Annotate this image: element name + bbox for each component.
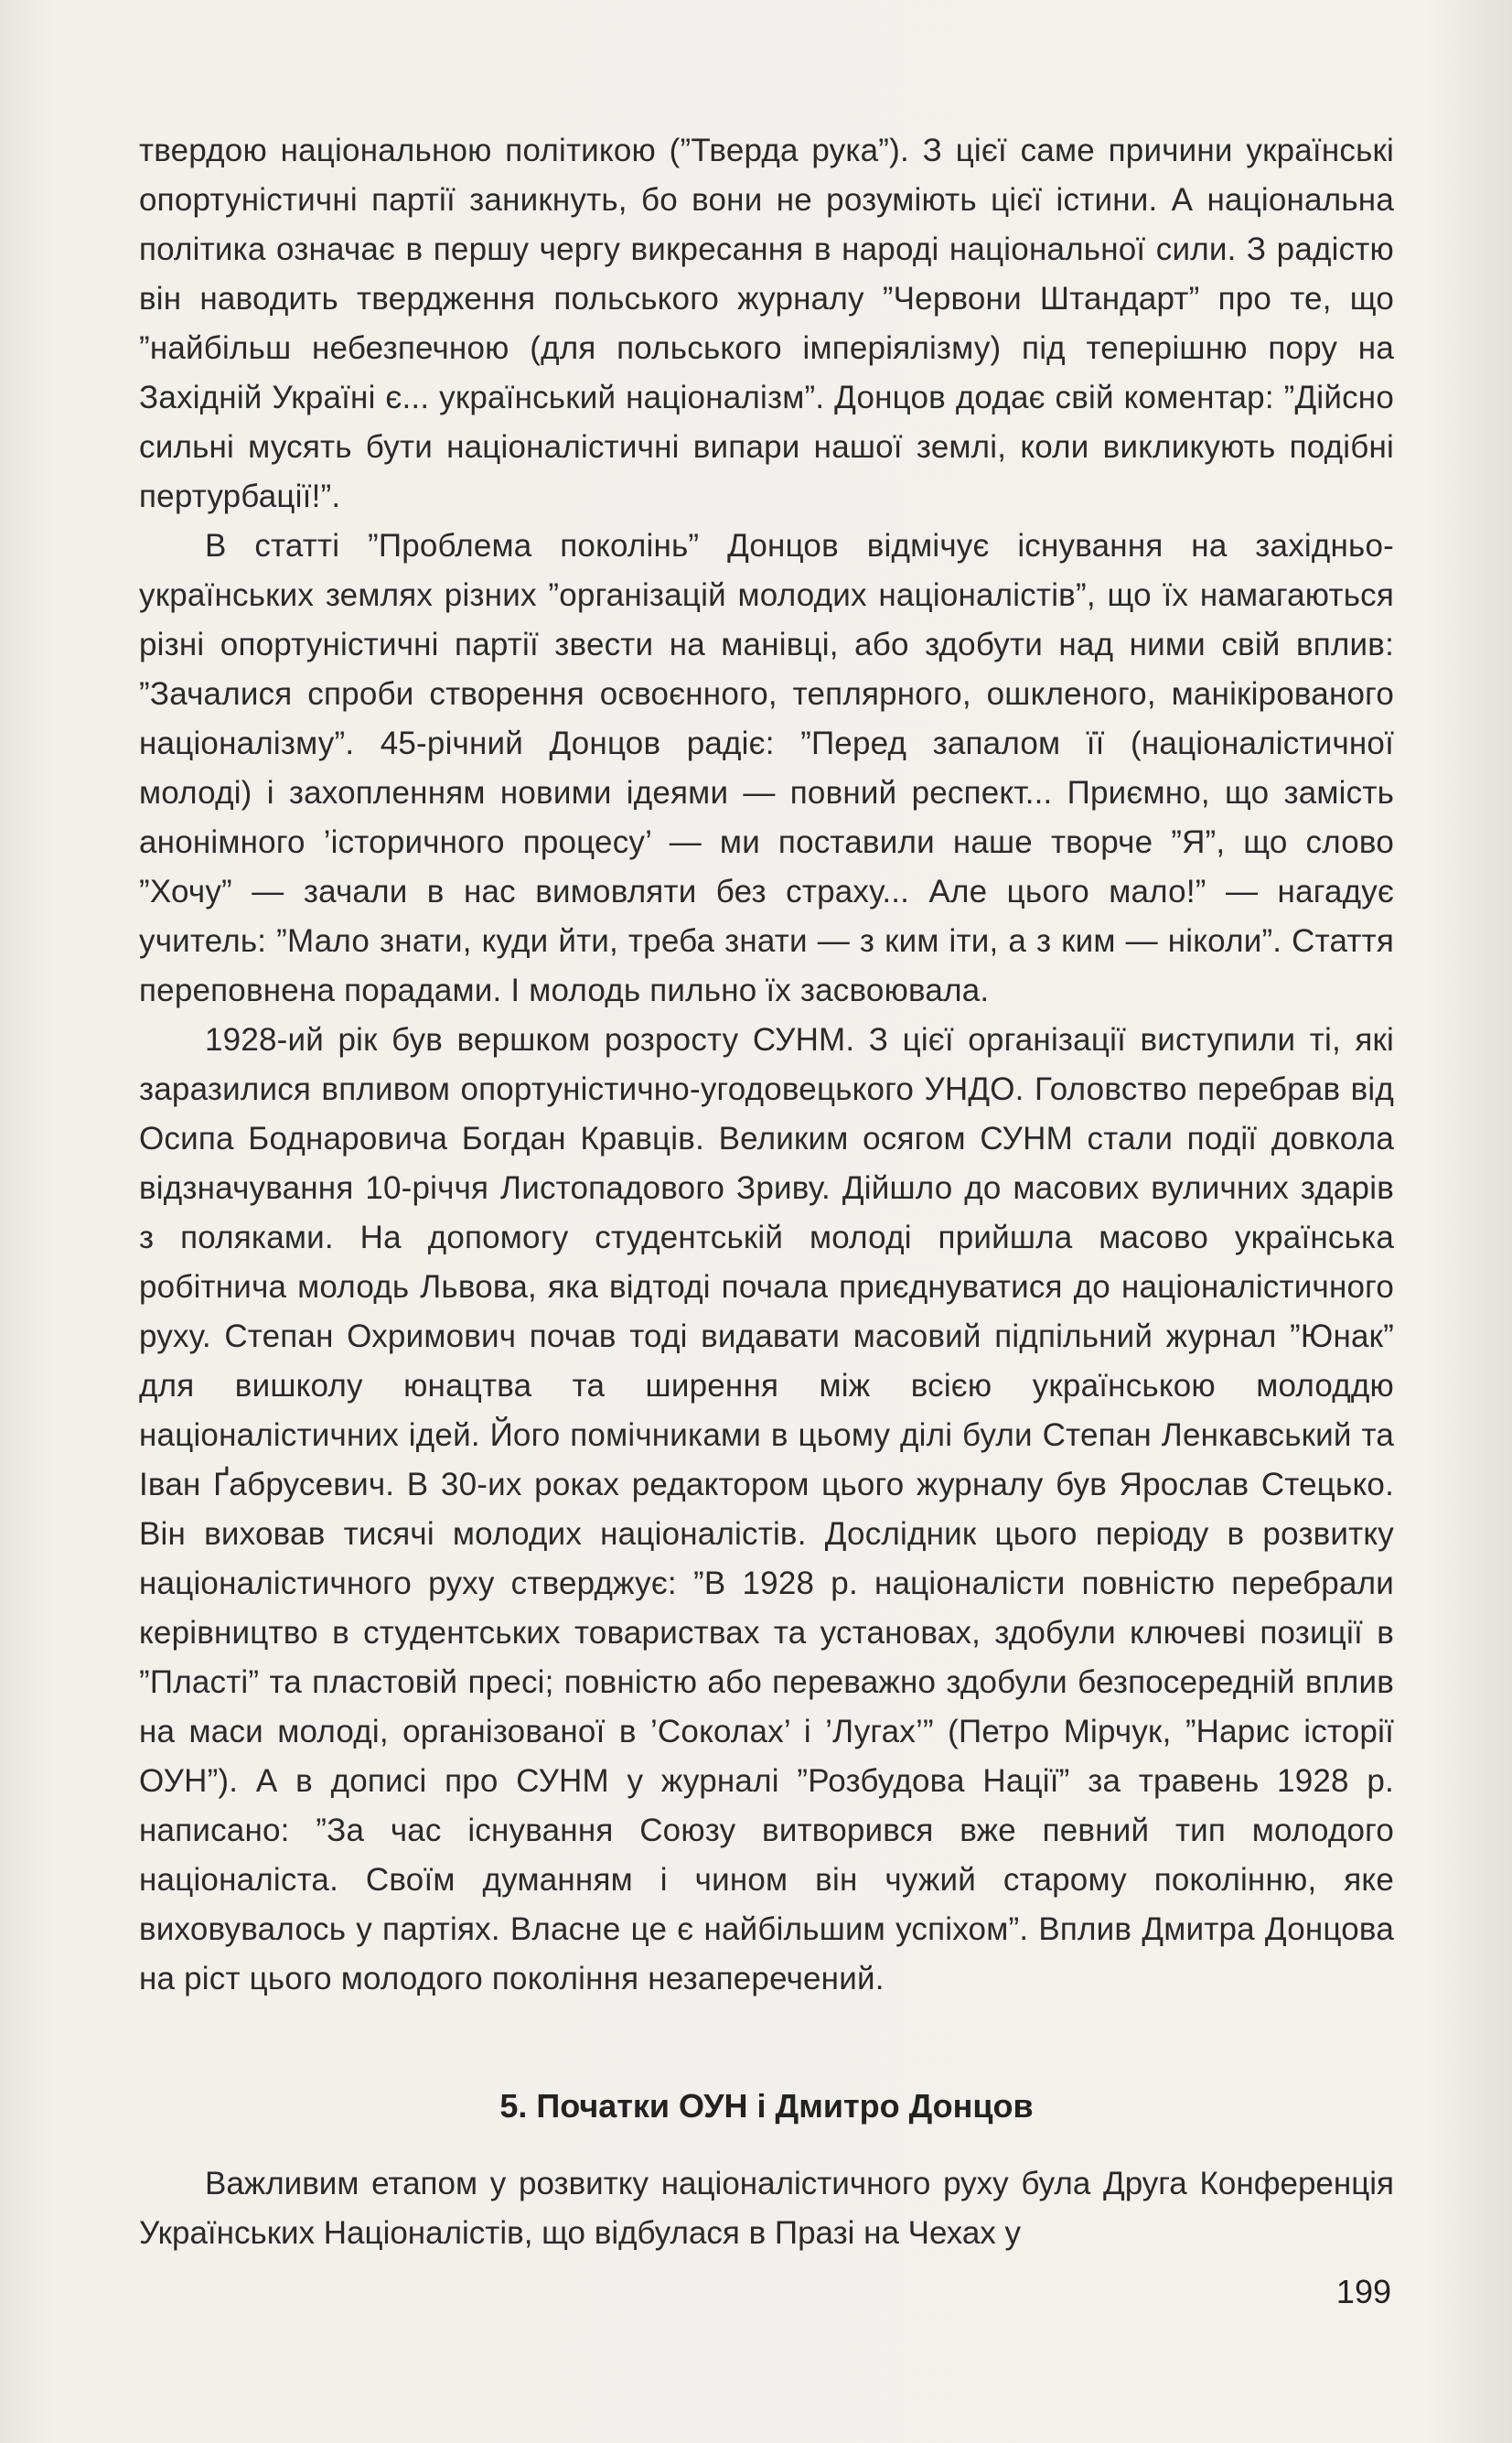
page-number: 199 [1335,2273,1391,2310]
paragraph-4: Важливим етапом у розвитку націоналістичного руху була Друга Конференція Українських Націоналістів, що відбулася в Празі на Чехах у [139,2166,1394,2251]
paragraph-1: твердою національною політикою (”Тверда рука”). З цієї саме причини українські опортуністичні партії заникнуть, бо вони не розуміють цієї істини. А національна політика означає в першу чергу викресання в народі національної сили. З радістю він наводить твердження польського журналу ”Червони Штандарт” про те, що ”найбільш небезпечною (для польського імперіялізму) під теперішню пору на Західній Україні є... український націоналізм”. Донцов додає свій коментар: ”Дійсно сильні мусять бути націоналістичні випари нашої землі, коли викликують подібні пертурбації!”. [139,133,1394,514]
paragraph-2: В статті ”Проблема поколінь” Донцов відмічує існування на західньо-українських землях різних ”організацій молодих націоналістів”, що їх намагаються різні опортуністичні партії звести на манівці, або здобути над ними свій вплив: ”Зачалися спроби створення освоєнного, теплярного, ошкленого, манікірованого націоналізму”. 45-річний Донцов радіє: ”Перед запалом її (націоналістичної молоді) і захопленням новими ідеями — повний респект... Приємно, що замість анонімного ’історичного процесу’ — ми поставили наше творче ”Я”, що слово ”Хочу” — зачали в нас вимовляти без страху... Але цього мало!” — нагадує учитель: ”Мало знати, куди йти, треба знати — з ким іти, а з ким — ніколи”. Стаття переповнена порадами. І молодь пильно їх засвоювала. [139,528,1394,1008]
section-body [139,2159,1394,2258]
body-text [139,126,1394,2004]
section-heading: 5. Початки ОУН і Дмитро Донцов [499,2087,1034,2125]
paragraph-3: 1928-ий рік був вершком розросту СУНМ. З цієї організації виступили ті, які заразилися впливом опортуністично-угодовецького УНДО. Головство перебрав від Осипа Боднаровича Богдан Кравців. Великим осягом СУНМ стали події довкола відзначування 10-річчя Листопадового Зриву. Дійшло до масових вуличних здарів з поляками. На допомогу студентській молоді прийшла масово українська робітнича молодь Львова, яка відтоді почала приєднуватися до націоналістичного руху. Степан Охримович почав тоді видавати масовий підпільний журнал ”Юнак” для вишколу юнацтва та ширення між всією українською молоддю націоналістичних ідей. Його помічниками в цьому ділі були Степан Ленкавський та Іван Ґабрусевич. В 30-их роках редактором цього журналу був Ярослав Стецько. Він виховав тисячі молодих націоналістів. Дослідник цього періоду в розвитку націоналістичного руху стверджує: ”В 1928 р. націоналісти повністю перебрали керівництво в студентських товариствах та установах, здобули ключеві позиції в ”Пласті” та пластовій пресі; повністю або переважно здобули безпосередній вплив на маси молоді, організованої в ’Соколах’ і ’Лугах’” (Петро Мірчук, ”Нарис історії ОУН”). А в дописі про СУНМ у журналі ”Розбудова Нації” за травень 1928 р. написано: ”За час існування Союзу витворився вже певний тип молодого націоналіста. Своїм думанням і чином він чужий старому поколінню, яке виховувалось у партіях. Власне це є найбільшим успіхом”. Вплив Дмитра Донцова на ріст цього молодого покоління незаперечений. [139,1022,1394,1996]
